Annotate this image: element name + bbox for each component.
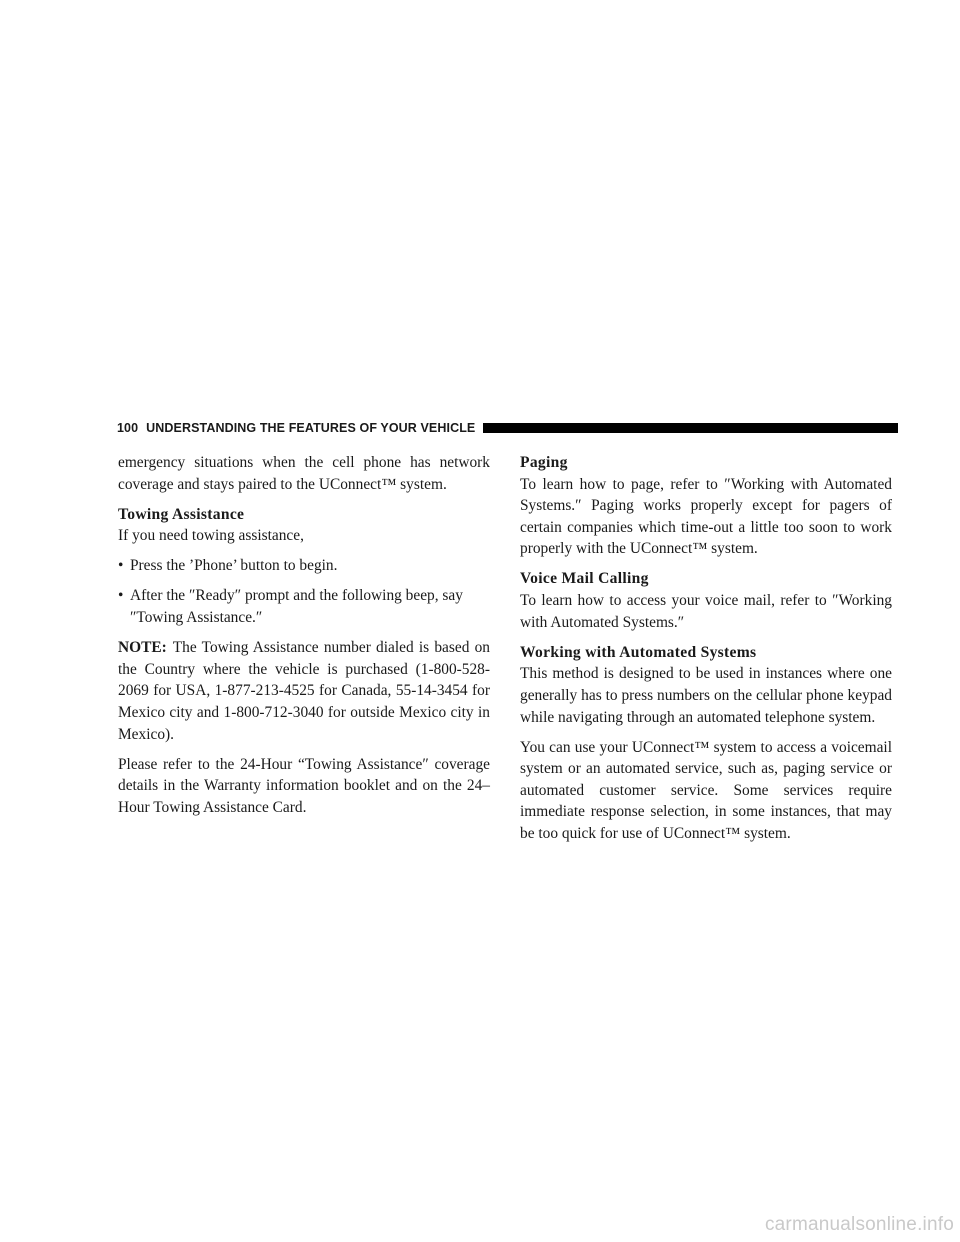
closing-paragraph: Please refer to the 24-Hour “Towing Assistance″ coverage details in the Warranty information booklet and on the 24–Hour Towing Assistance Card.: [118, 755, 490, 816]
bullet-item: [118, 555, 490, 577]
paging-heading: Paging: [520, 454, 568, 471]
note-text: The Towing Assistance number dialed is based on the Country where the vehicle is purchased (1-800-528-2069 for USA, 1-877-213-4525 for Canada, 55-14-3454 for Mexico city and 1-800-712-3040 for outside Mexico city in Mexico).: [118, 639, 490, 743]
intro-paragraph: emergency situations when the cell phone has network coverage and stays paired to the UConnect™ system.: [118, 454, 490, 493]
section-title: UNDERSTANDING THE FEATURES OF YOUR VEHICLE: [146, 421, 476, 435]
bullet-icon: •: [118, 557, 124, 575]
page-header: [117, 420, 898, 436]
watermark-text: carmanualsonline.info: [764, 1214, 954, 1235]
automated-systems-heading: Working with Automated Systems: [520, 643, 757, 661]
right-column: [520, 452, 892, 853]
bullet-text: Press the ’Phone’ button to begin.: [130, 557, 338, 575]
bullet-text: After the ″Ready″ prompt and the following beep, say ″Towing Assistance.″: [130, 587, 463, 627]
automated-systems-paragraph-1: This method is designed to be used in instances where one generally has to press numbers on the cellular phone keypad while navigating through an automated telephone system.: [520, 665, 892, 726]
left-column: [118, 452, 490, 827]
note-label: NOTE:: [118, 639, 167, 657]
bullet-icon: •: [118, 587, 124, 605]
paging-paragraph: To learn how to page, refer to ″Working with Automated Systems.″ Paging works properly except for pagers of certain companies which time-out a little too soon to work properly with the UConnect™ system.: [520, 475, 892, 558]
bullet-item: [118, 585, 490, 628]
towing-intro: If you need towing assistance,: [118, 527, 304, 545]
towing-assistance-heading: Towing Assistance: [118, 505, 245, 523]
automated-systems-paragraph-2: You can use your UConnect™ system to access a voicemail system or an automated service, such as, paging service or automated customer service. Some services require immediate response selection, in some instances, that may be too quick for use of UConnect™ system.: [520, 738, 892, 842]
voice-mail-heading: Voice Mail Calling: [520, 570, 649, 588]
page-number: 100: [117, 421, 139, 435]
voice-mail-paragraph: To learn how to access your voice mail, refer to ″Working with Automated Systems.″: [520, 592, 892, 631]
note-paragraph: [118, 637, 490, 745]
header-rule-bar: [483, 423, 898, 433]
